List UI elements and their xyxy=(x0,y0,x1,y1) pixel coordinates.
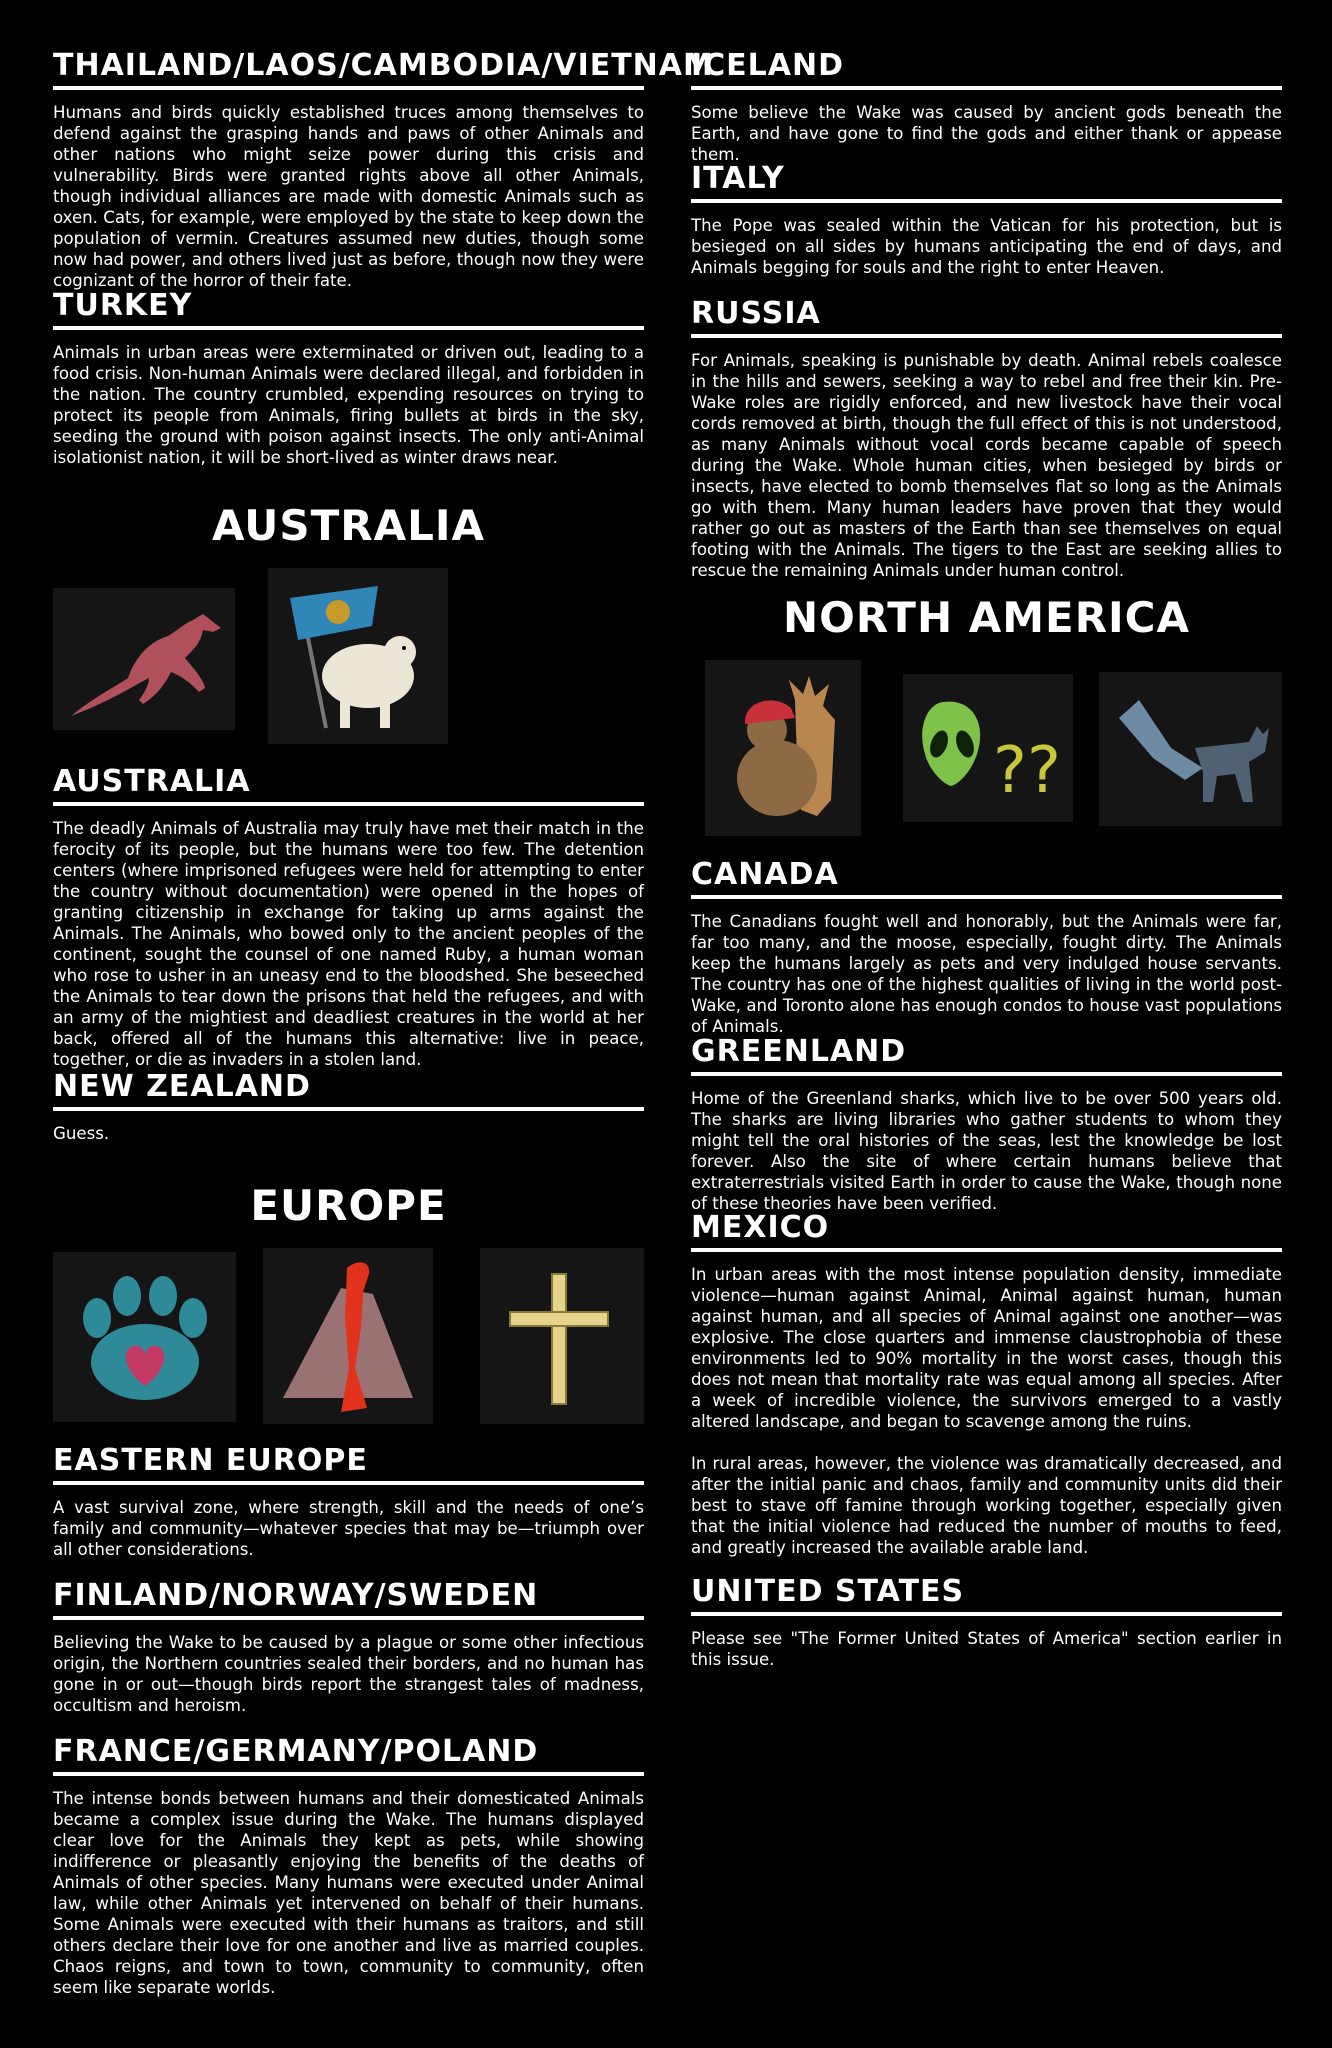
section-italy xyxy=(691,161,1282,278)
section-body: Home of the Greenland sharks, which live to be over 500 years old. The sharks are living libraries who gather students to whom they might tell the oral histories of the seas, lest the knowledge be lost forever. Also the site of where certain humans believe that extraterrestrials visited Earth in order to cause the Wake, though none of these theories have been verified. xyxy=(691,1089,1282,1213)
section-body: Some believe the Wake was caused by ancient gods beneath the Earth, and have gone to find the gods and either thank or appease them. xyxy=(691,103,1282,164)
section-body: The Canadians fought well and honorably, but the Animals were far, far too many, and the moose, especially, fought dirty. The Animals keep the humans largely as pets and very indulged house servants. The country has one of the highest qualities of living in the world post-Wake, and Toronto alone has enough condos to house vast populations of Animals. xyxy=(691,912,1282,1036)
section-title: FINLAND/NORWAY/SWEDEN xyxy=(53,1578,644,1620)
section-united-states xyxy=(691,1574,1282,1670)
section-body: A vast survival zone, where strength, skill and the needs of one’s family and community—whatever species that may be—triumph over all other considerations. xyxy=(53,1498,644,1559)
section-title: AUSTRALIA xyxy=(53,764,644,806)
volcano-icon xyxy=(263,1248,433,1424)
section-body: The deadly Animals of Australia may truly have met their match in the ferocity of its people, but the humans were too few. The detention centers (where imprisoned refugees were held for attempting to enter the country without documentation) were opened in the hopes of granting citizenship in exchange for taking up arms against the Animals. The Animals, who bowed only to the ancient peoples of the continent, sought the counsel of one named Ruby, a human woman who rose to usher in an uneasy end to the bloodshed. She beseeched the Animals to tear down the prisons that held the refugees, and with an army of the mightiest and deadliest creatures in the world at her back, offered all of the humans this alternative: live in peace, together, or die as invaders in a stolen land. xyxy=(53,819,644,1069)
section-iceland xyxy=(691,48,1282,165)
section-title: NEW ZEALAND xyxy=(53,1069,644,1111)
section-title: EASTERN EUROPE xyxy=(53,1443,644,1485)
wolf-plow-icon xyxy=(1099,672,1282,826)
section-body: Please see "The Former United States of America" section earlier in this issue. xyxy=(691,1629,1282,1669)
section-australia xyxy=(53,764,644,1070)
section-body: Animals in urban areas were exterminated or driven out, leading to a food crisis. Non-human Animals were declared illegal, and forbidden in the nation. The country crumbled, expending resources on trying to protect its people from Animals, firing bullets at birds in the sky, seeding the ground with poison against insects. The only anti-Animal isolationist nation, it will be short-lived as winter draws near. xyxy=(53,343,644,467)
region-heading-north-america: NORTH AMERICA xyxy=(782,593,1191,642)
section-body: The Pope was sealed within the Vatican for his protection, but is besieged on all sides by humans anticipating the end of days, and Animals begging for souls and the right to enter Heaven. xyxy=(691,216,1282,277)
svg-text:??: ?? xyxy=(993,734,1061,808)
section-title: FRANCE/GERMANY/POLAND xyxy=(53,1734,644,1776)
section-title: THAILAND/LAOS/CAMBODIA/VIETNAM xyxy=(53,48,644,90)
section-body: Humans and birds quickly established truces among themselves to defend against the grasping hands and paws of other Animals and other nations who might seize power during this crisis and vulnerability. Birds were granted rights above all other Animals, though individual alliances are made with domestic Animals such as oxen. Cats, for example, were employed by the state to keep down the population of vermin. Creatures assumed new duties, though some now had power, and others lived just as before, though now they were cognizant of the horror of their fate. xyxy=(53,103,644,290)
section-title: UNITED STATES xyxy=(691,1574,1282,1616)
sheep-flag-icon xyxy=(268,568,448,744)
section-body: Believing the Wake to be caused by a plague or some other infectious origin, the Northern countries sealed their borders, and no human has gone in or out—though birds report the strangest tales of madness, occultism and heroism. xyxy=(53,1633,644,1715)
section-finland-norway-sweden xyxy=(53,1578,644,1716)
section-body: The intense bonds between humans and their domesticated Animals became a complex issue during the Wake. The humans displayed clear love for the Animals they kept as pets, while showing indifference or pleasantly enjoying the benefits of the deaths of Animals of other species. Many humans were executed under Animal law, while other Animals yet intervened on behalf of their humans. Some Animals were executed with their humans as traitors, and still others declare their love for one another and live as married couples. Chaos reigns, and town to town, community to community, often seem like separate worlds. xyxy=(53,1789,644,1997)
kangaroo-icon xyxy=(53,588,235,730)
section-title: RUSSIA xyxy=(691,296,1282,338)
cross-icon xyxy=(480,1248,644,1424)
section-title: CANADA xyxy=(691,857,1282,899)
region-heading-europe: EUROPE xyxy=(250,1181,447,1230)
paw-heart-icon xyxy=(53,1252,236,1422)
section-thailand xyxy=(53,48,714,291)
section-russia xyxy=(691,296,1282,581)
section-france-germany-poland xyxy=(53,1734,644,1998)
section-greenland xyxy=(691,1034,1282,1214)
alien-question-icon xyxy=(903,674,1073,822)
moose-bear-icon xyxy=(705,660,861,836)
section-canada xyxy=(691,857,1282,1037)
section-title: MEXICO xyxy=(691,1210,1282,1252)
section-new-zealand xyxy=(53,1069,644,1144)
section-mexico xyxy=(691,1210,1282,1558)
section-title: ITALY xyxy=(691,161,1282,203)
region-heading-australia: AUSTRALIA xyxy=(212,501,485,550)
section-title: TURKEY xyxy=(53,288,644,330)
section-body-1: In urban areas with the most intense population density, immediate violence—human against Animal, Animal against human, human against human, and all species of Animal against one another—was explosive. The close quarters and immense claustrophobia of these environments led to 90% mortality in the worst cases, though this does not mean that mortality rate was equal among all species. After a week of incredible violence, the survivors emerged to a vastly altered landscape, and began to scavenge among the ruins. xyxy=(691,1265,1282,1431)
section-body: Guess. xyxy=(53,1124,110,1143)
section-body: For Animals, speaking is punishable by death. Animal rebels coalesce in the hills and sewers, seeking a way to rebel and free their kin. Pre-Wake roles are rigidly enforced, and new livestock have their vocal cords removed at birth, though the full effect of this is not understood, as many Animals without vocal cords became capable of speech during the Wake. Whole human cities, when besieged by birds or insects, have elected to bomb themselves flat so long as the Animals go with them. Many human leaders have proven that they would rather go out as masters of the Earth than see themselves on equal footing with the Animals. The tigers to the East are seeking allies to rescue the remaining Animals under human control. xyxy=(691,351,1282,580)
section-turkey xyxy=(53,288,644,468)
section-eastern-europe xyxy=(53,1443,644,1560)
section-title: ICELAND xyxy=(691,48,1282,90)
section-title: GREENLAND xyxy=(691,1034,1282,1076)
section-body-2: In rural areas, however, the violence was dramatically decreased, and after the initial panic and chaos, family and community units did their best to stave off famine through working together, especially given that the initial violence had reduced the number of mouths to feed, and greatly increased the available arable land. xyxy=(691,1454,1282,1557)
